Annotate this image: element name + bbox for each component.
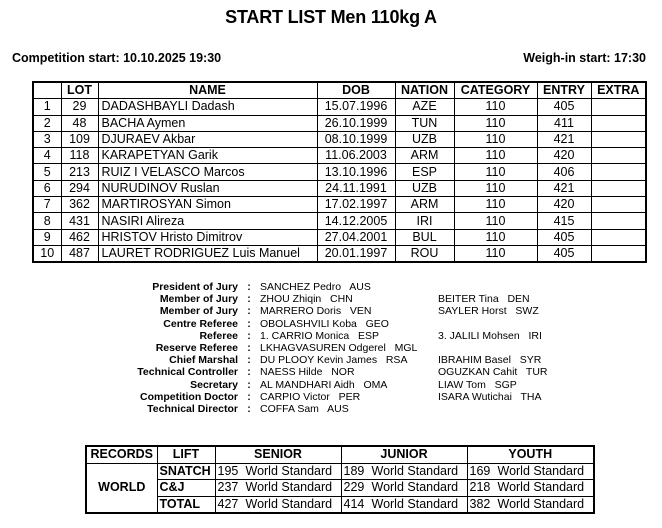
header-number [33, 82, 61, 99]
start-list-table [32, 81, 647, 263]
lot-number-cell: 48 [61, 115, 98, 131]
senior-record-value: 195 [217, 463, 239, 478]
extra-cell [591, 164, 646, 180]
record-row [86, 463, 594, 480]
athlete-name-cell: NASIRI Alireza [98, 213, 317, 229]
extra-cell [591, 115, 646, 131]
lift-name: SNATCH [157, 463, 215, 480]
athlete-row [33, 180, 646, 196]
youth-record-cell [467, 480, 594, 497]
athlete-row [33, 164, 646, 180]
entry-total-cell: 420 [537, 197, 591, 213]
date-of-birth-cell: 17.02.1997 [317, 197, 395, 213]
extra-cell [591, 99, 646, 115]
athlete-name-cell: KARAPETYAN Garik [98, 148, 317, 164]
category-cell: 110 [454, 229, 537, 245]
senior-record-label: World Standard [245, 463, 333, 478]
date-of-birth-cell: 11.06.2003 [317, 148, 395, 164]
entry-total-cell: 406 [537, 164, 591, 180]
nation-cell: BUL [395, 229, 454, 245]
official-name-second: SAYLER Horst SWZ [438, 305, 539, 318]
athlete-row [33, 99, 646, 115]
official-name: LKHAGVASUREN Odgerel MGL [260, 341, 418, 354]
official-name: NAESS Hilde NOR [260, 366, 355, 379]
official-role: Chief Marshal [169, 354, 238, 367]
youth-record-cell [467, 463, 594, 480]
date-of-birth-cell: 13.10.1996 [317, 164, 395, 180]
entry-total-cell: 420 [537, 148, 591, 164]
extra-cell [591, 197, 646, 213]
records-table [85, 445, 595, 514]
nation-cell: ESP [395, 164, 454, 180]
header-senior: SENIOR [215, 446, 341, 463]
nation-cell: TUN [395, 115, 454, 131]
category-cell: 110 [454, 131, 537, 147]
header-lot: LOT [61, 82, 98, 99]
lift-name: TOTAL [157, 496, 215, 513]
lot-number-cell: 118 [61, 148, 98, 164]
athlete-row [33, 197, 646, 213]
nation-cell: ARM [395, 148, 454, 164]
official-row [120, 318, 598, 330]
category-cell: 110 [454, 213, 537, 229]
athlete-name-cell: RUIZ I VELASCO Marcos [98, 164, 317, 180]
official-row [120, 403, 598, 415]
junior-record-value: 189 [343, 463, 365, 478]
official-name-second: BEITER Tina DEN [438, 293, 530, 306]
official-name: SANCHEZ Pedro AUS [260, 281, 371, 293]
athlete-name-cell: LAURET RODRIGUEZ Luis Manuel [98, 245, 317, 262]
senior-record-value: 427 [217, 496, 239, 511]
official-row [120, 330, 598, 342]
category-cell: 110 [454, 115, 537, 131]
junior-record-label: World Standard [371, 463, 459, 478]
competition-start: Competition start: 10.10.2025 19:30 [12, 51, 222, 65]
extra-cell [591, 213, 646, 229]
official-role: Referee [199, 329, 238, 342]
junior-record-label: World Standard [371, 496, 459, 511]
athlete-row [33, 229, 646, 245]
nation-cell: ROU [395, 245, 454, 262]
header-name: NAME [98, 82, 317, 99]
date-of-birth-cell: 24.11.1991 [317, 180, 395, 196]
junior-record-label: World Standard [371, 480, 459, 495]
entry-total-cell: 421 [537, 180, 591, 196]
official-name-second: ISARA Wutichai THA [438, 390, 542, 403]
row-number-cell: 8 [33, 213, 61, 229]
record-group-world: WORLD [86, 463, 157, 513]
record-row [86, 480, 594, 497]
start-list-header-row [33, 82, 646, 99]
official-name-second [438, 342, 598, 354]
extra-cell [591, 131, 646, 147]
official-row [120, 342, 598, 354]
official-row [120, 391, 598, 403]
official-name-second: IBRAHIM Basel SYR [438, 354, 542, 367]
date-of-birth-cell: 26.10.1999 [317, 115, 395, 131]
record-row [86, 496, 594, 513]
nation-cell: UZB [395, 180, 454, 196]
senior-record-cell [215, 463, 341, 480]
row-number-cell: 2 [33, 115, 61, 131]
category-cell: 110 [454, 180, 537, 196]
senior-record-value: 237 [217, 480, 239, 495]
official-role: President of Jury [152, 281, 238, 293]
date-of-birth-cell: 20.01.1997 [317, 245, 395, 262]
official-colon: : [247, 305, 251, 318]
youth-record-value: 382 [469, 496, 491, 511]
row-number-cell: 9 [33, 229, 61, 245]
official-name-second [438, 281, 598, 293]
athlete-row [33, 213, 646, 229]
header-lift: LIFT [157, 446, 215, 463]
lot-number-cell: 362 [61, 197, 98, 213]
athlete-name-cell: NURUDINOV Ruslan [98, 180, 317, 196]
entry-total-cell: 415 [537, 213, 591, 229]
official-role: Competition Doctor [140, 390, 238, 403]
category-cell: 110 [454, 148, 537, 164]
row-number-cell: 1 [33, 99, 61, 115]
official-name: CARPIO Victor PER [260, 390, 361, 403]
junior-record-cell [341, 480, 467, 497]
athlete-name-cell: BACHA Aymen [98, 115, 317, 131]
official-name-second [438, 403, 598, 415]
athlete-row [33, 131, 646, 147]
official-role: Member of Jury [159, 305, 238, 318]
senior-record-label: World Standard [245, 480, 333, 495]
senior-record-label: World Standard [245, 496, 333, 511]
official-colon: : [247, 378, 251, 391]
official-row [120, 354, 598, 366]
lot-number-cell: 213 [61, 164, 98, 180]
official-colon: : [247, 366, 251, 379]
official-role: Member of Jury [159, 293, 238, 306]
entry-total-cell: 405 [537, 99, 591, 115]
official-colon: : [247, 293, 251, 306]
official-colon: : [247, 341, 251, 354]
athlete-name-cell: DJURAEV Akbar [98, 131, 317, 147]
official-colon: : [247, 354, 251, 367]
header-youth: YOUTH [467, 446, 594, 463]
youth-record-label: World Standard [497, 463, 585, 478]
youth-record-cell [467, 496, 594, 513]
official-role: Reserve Referee [155, 341, 238, 354]
page-title: START LIST Men 110kg A [225, 7, 437, 27]
official-role: Technical Director [147, 402, 238, 415]
official-row [120, 379, 598, 391]
lot-number-cell: 294 [61, 180, 98, 196]
lot-number-cell: 431 [61, 213, 98, 229]
entry-total-cell: 405 [537, 245, 591, 262]
row-number-cell: 7 [33, 197, 61, 213]
nation-cell: UZB [395, 131, 454, 147]
official-colon: : [247, 281, 251, 293]
athlete-row [33, 115, 646, 131]
row-number-cell: 3 [33, 131, 61, 147]
official-role: Technical Controller [137, 366, 238, 379]
youth-record-value: 169 [469, 463, 491, 478]
official-name: ZHOU Zhiqin CHN [260, 293, 353, 306]
youth-record-label: World Standard [497, 480, 585, 495]
row-number-cell: 10 [33, 245, 61, 262]
official-name: DU PLOOY Kevin James RSA [260, 354, 408, 367]
athlete-row [33, 148, 646, 164]
row-number-cell: 6 [33, 180, 61, 196]
athlete-name-cell: DADASHBAYLI Dadash [98, 99, 317, 115]
row-number-cell: 5 [33, 164, 61, 180]
date-of-birth-cell: 15.07.1996 [317, 99, 395, 115]
category-cell: 110 [454, 99, 537, 115]
header-dob: DOB [317, 82, 395, 99]
official-colon: : [247, 402, 251, 415]
date-of-birth-cell: 14.12.2005 [317, 213, 395, 229]
lot-number-cell: 487 [61, 245, 98, 262]
entry-total-cell: 411 [537, 115, 591, 131]
official-role: Secretary [190, 378, 238, 391]
senior-record-cell [215, 480, 341, 497]
athlete-name-cell: MARTIROSYAN Simon [98, 197, 317, 213]
lot-number-cell: 462 [61, 229, 98, 245]
nation-cell: IRI [395, 213, 454, 229]
extra-cell [591, 245, 646, 262]
entry-total-cell: 421 [537, 131, 591, 147]
official-name-second: OGUZKAN Cahit TUR [438, 366, 548, 379]
lift-name: C&J [157, 480, 215, 497]
date-of-birth-cell: 08.10.1999 [317, 131, 395, 147]
official-name: COFFA Sam AUS [260, 402, 349, 415]
entry-total-cell: 405 [537, 229, 591, 245]
junior-record-cell [341, 463, 467, 480]
official-name-second: 3. JALILI Mohsen IRI [438, 329, 542, 342]
athlete-name-cell: HRISTOV Hristo Dimitrov [98, 229, 317, 245]
lot-number-cell: 29 [61, 99, 98, 115]
junior-record-cell [341, 496, 467, 513]
senior-record-cell [215, 496, 341, 513]
category-cell: 110 [454, 197, 537, 213]
weighin-start: Weigh-in start: 17:30 [523, 51, 646, 65]
header-records: RECORDS [86, 446, 157, 463]
official-row [120, 366, 598, 378]
official-colon: : [247, 329, 251, 342]
records-header-row [86, 446, 594, 463]
category-cell: 110 [454, 245, 537, 262]
date-of-birth-cell: 27.04.2001 [317, 229, 395, 245]
junior-record-value: 229 [343, 480, 365, 495]
extra-cell [591, 229, 646, 245]
category-cell: 110 [454, 164, 537, 180]
official-name: 1. CARRIO Monica ESP [260, 329, 380, 342]
header-extra: EXTRA [591, 82, 646, 99]
official-name: MARRERO Doris VEN [260, 305, 372, 318]
official-colon: : [247, 390, 251, 403]
youth-record-value: 218 [469, 480, 491, 495]
official-row [120, 293, 598, 305]
row-number-cell: 4 [33, 148, 61, 164]
official-name-second: LIAW Tom SGP [438, 378, 517, 391]
junior-record-value: 414 [343, 496, 365, 511]
nation-cell: ARM [395, 197, 454, 213]
official-row [120, 305, 598, 317]
header-junior: JUNIOR [341, 446, 467, 463]
officials-list [120, 281, 598, 415]
extra-cell [591, 180, 646, 196]
official-name-second [438, 318, 598, 330]
official-row [120, 281, 598, 293]
official-role: Centre Referee [163, 317, 238, 330]
athlete-row [33, 245, 646, 262]
official-name: AL MANDHARI Aidh OMA [260, 378, 388, 391]
header-entry: ENTRY [537, 82, 591, 99]
youth-record-label: World Standard [497, 496, 585, 511]
official-name: OBOLASHVILI Koba GEO [260, 317, 389, 330]
header-category: CATEGORY [454, 82, 537, 99]
nation-cell: AZE [395, 99, 454, 115]
lot-number-cell: 109 [61, 131, 98, 147]
official-colon: : [247, 317, 251, 330]
extra-cell [591, 148, 646, 164]
header-nation: NATION [395, 82, 454, 99]
